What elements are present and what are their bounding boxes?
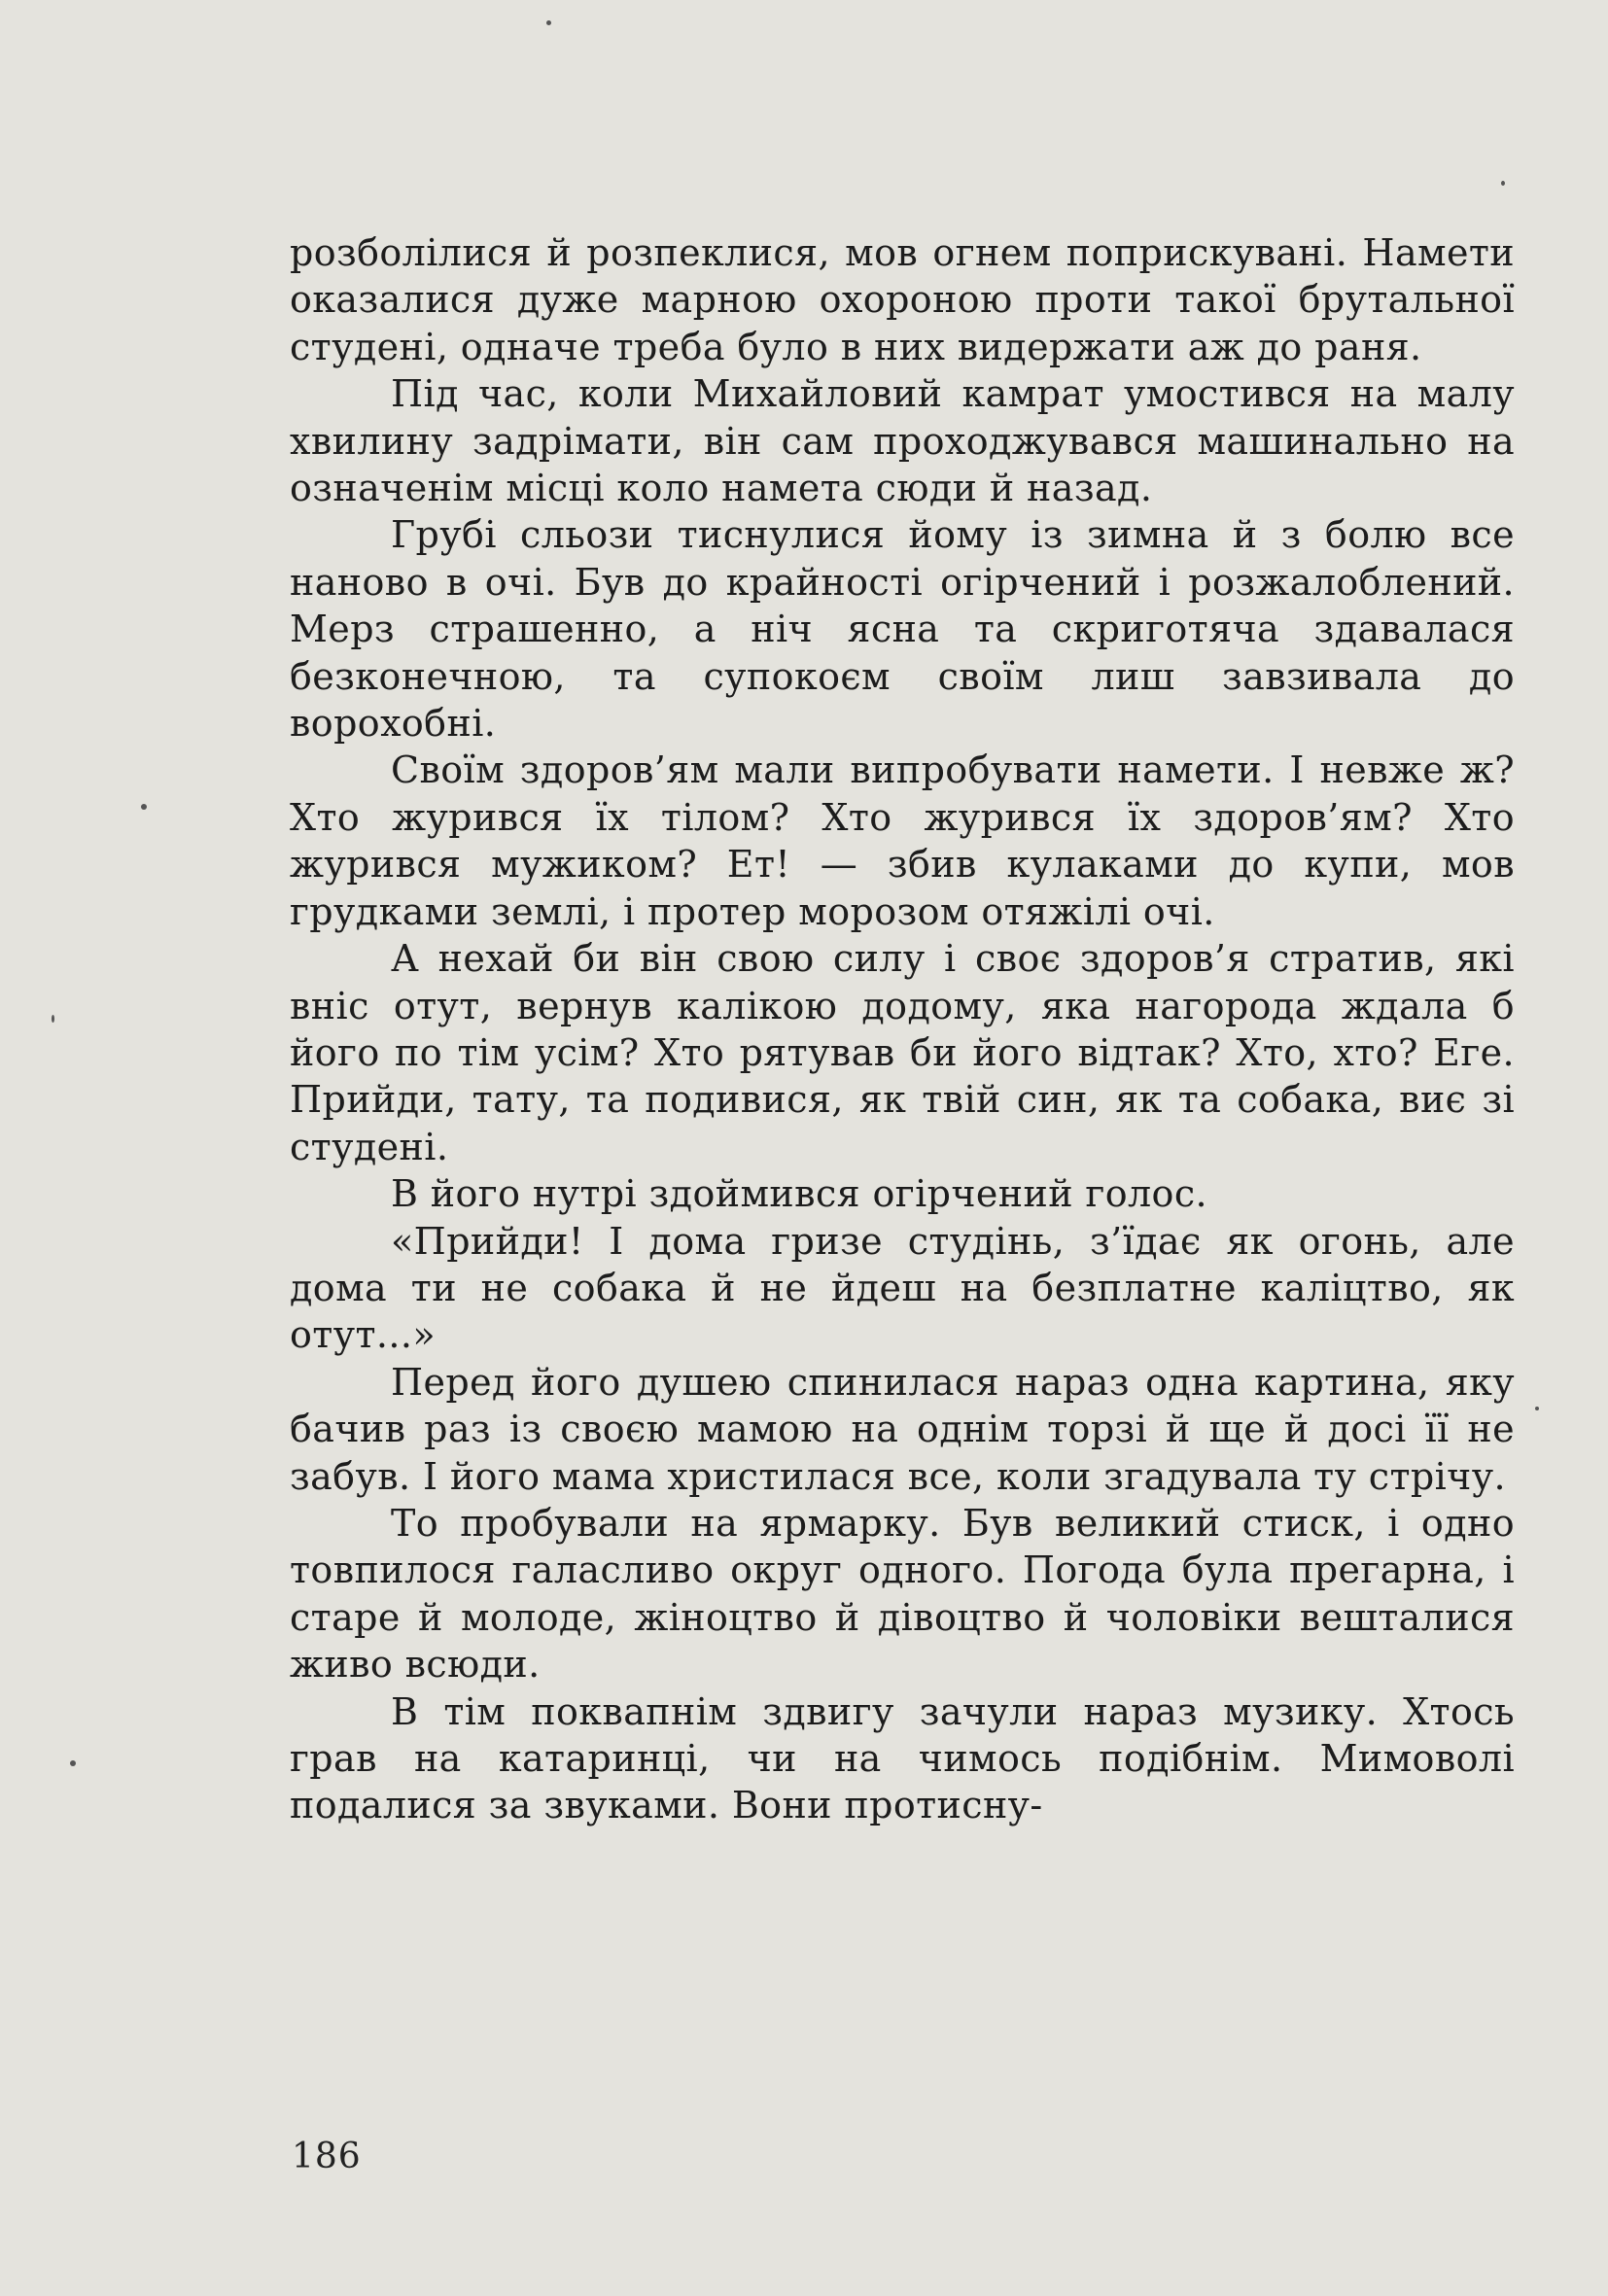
- scan-speck: [70, 1760, 76, 1766]
- scan-speck: [546, 20, 551, 25]
- paragraph-4: Своїм здоров’ям мали випробувати намети. І невже ж? Хто журився їх тілом? Хто журився їх здоров’ям? Хто журився мужиком? Ет! — збив кулаками до купи, мов грудками землі, і протер морозом отяжілі очі.: [290, 748, 1515, 933]
- paragraph-6: В його нутрі здоймився огірчений голос.: [391, 1172, 1207, 1216]
- scan-speck: [52, 1015, 54, 1023]
- paragraph-5: А нехай би він свою силу і своє здоров’я стратив, які вніс отут, вернув калікою додому, яка нагорода ждала б його по тім усім? Хто рятував би його відтак? Хто, хто? Еге. Прийди, тату, та подивися, як твій син, як та собака, виє зі студені.: [290, 937, 1515, 1168]
- paragraph-3: Грубі сльози тиснулися йому із зимна й з болю все наново в очі. Був до крайності огірчений і розжалоблений. Мерз страшенно, а ніч ясна та скриготяча здавалася безконечною, та супокоєм своїм лиш завзивала до ворохобні.: [290, 513, 1515, 746]
- paragraph-9: То пробували на ярмарку. Був великий стиск, і одно товпилося галасливо округ одного. Погода була прегарна, і старе й молоде, жіноцтво й дівоцтво й чоловіки вешталися живо всюди.: [290, 1501, 1515, 1687]
- page-number: 186: [292, 2137, 362, 2176]
- body-text: [290, 229, 1515, 1829]
- paragraph-7: «Прийди! І дома гризе студінь, з’їдає як огонь, але дома ти не собака й не йдеш на безплатне каліцтво, як отут...»: [290, 1219, 1515, 1357]
- paragraph-10: В тім поквапнім здвигу зачули нараз музику. Хтось грав на катаринці, чи на чимось подібнім. Мимоволі подалися за звуками. Вони протисну-: [290, 1689, 1515, 1827]
- paragraph-1: розболілися й розпеклися, мов огнем поприскувані. Намети оказалися дуже марною охороною проти такої брутальної студені, одначе треба було в них видержати аж до раня.: [290, 231, 1515, 368]
- scan-speck: [1535, 1407, 1539, 1410]
- paragraph-2: Під час, коли Михайловий камрат умостився на малу хвилину задрімати, він сам проходжувався машинально на означенім місці коло намета сюди й назад.: [290, 372, 1515, 510]
- scan-speck: [1501, 181, 1505, 186]
- scan-speck: [141, 804, 147, 810]
- paragraph-8: Перед його душею спинилася нараз одна картина, яку бачив раз із своєю мамою на однім торзі й ще й досі її не забув. І його мама христилася все, коли згадувала ту стрічу.: [290, 1360, 1515, 1498]
